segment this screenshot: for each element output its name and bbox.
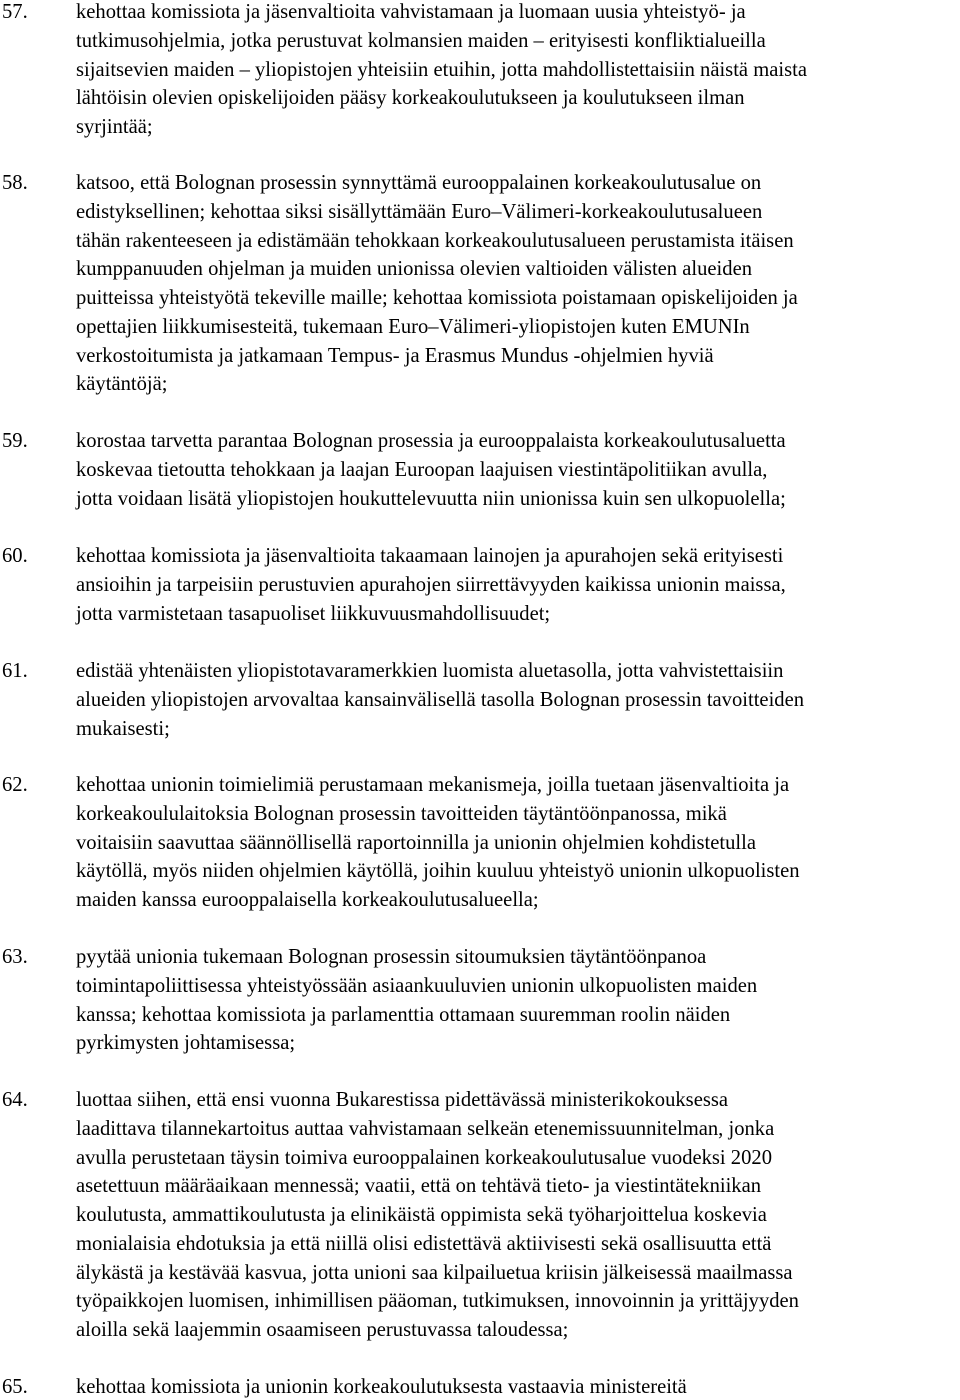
paragraph-number: 57.: [2, 1, 28, 23]
paragraph-number: 61.: [2, 660, 28, 682]
paragraph-number: 60.: [2, 545, 28, 567]
text-line: edistää yhtenäisten yliopistotavaramerkkien luomista aluetasolla, jotta vahvistettaisiin: [76, 660, 784, 682]
text-line: kehottaa komissiota ja jäsenvaltioita vahvistamaan ja luomaan uusia yhteistyö- ja: [76, 1, 746, 23]
text-line: syrjintää;: [76, 116, 153, 138]
paragraph-text: [76, 657, 804, 743]
paragraph-number: 62.: [2, 774, 28, 796]
text-line: jotta voidaan lisätä yliopistojen houkuttelevuutta niin unionissa kuin sen ulkopuolella;: [76, 487, 786, 510]
text-line: monialaisia ehdotuksia ja että niillä olisi edistettävä aktiivisesti sekä osallisuutta että: [76, 1232, 772, 1255]
paragraph-number: 64.: [2, 1089, 28, 1111]
text-line: edistyksellinen; kehottaa siksi sisällyttämään Euro–Välimeri-korkeakoulutusalueen: [76, 200, 763, 223]
text-line: kehottaa unionin toimielimiä perustamaan mekanismeja, joilla tuetaan jäsenvaltioita ja: [76, 774, 790, 796]
text-line: maiden kanssa eurooppalaisella korkeakoulutusalueella;: [76, 889, 539, 911]
paragraph-text: [76, 169, 798, 399]
paragraph-number: 63.: [2, 946, 28, 968]
paragraph-text: [76, 1373, 687, 1400]
text-line: asetettuun määräaikaan mennessä; vaatii, että on tehtävä tieto- ja viestintätekniikan: [76, 1175, 762, 1198]
text-line: avulla perustetaan täysin toimiva eurooppalainen korkeakoulutusalue vuodeksi 2020: [76, 1146, 772, 1169]
paragraph-text: [76, 1086, 799, 1345]
text-line: työpaikkojen luomisen, inhimillisen pääoman, tutkimuksen, innovoinnin ja yrittäjyyden: [76, 1290, 799, 1313]
paragraph-number: 65.: [2, 1376, 28, 1398]
text-line: korostaa tarvetta parantaa Bolognan prosessia ja eurooppalaista korkeakoulutusaluetta: [76, 430, 786, 452]
text-line: laadittava tilannekartoitus auttaa vahvistamaan selkeän etenemissuunnitelman, jonka: [76, 1117, 775, 1140]
text-line: pyytää unionia tukemaan Bolognan prosessin sitoumuksien täytäntöönpanoa: [76, 946, 707, 968]
text-line: kumppanuuden ohjelman ja muiden unionissa olevien valtioiden välisten alueiden: [76, 258, 753, 281]
text-line: toimintapoliittisessa yhteistyössään asiaankuuluvien unionin ulkopuolisten maiden: [76, 974, 758, 997]
text-line: alueiden yliopistojen arvovaltaa kansainvälisellä tasolla Bolognan prosessin tavoitteiden: [76, 688, 805, 711]
text-line: pyrkimysten johtamisessa;: [76, 1032, 296, 1055]
paragraph-text: [76, 771, 800, 915]
text-line: tutkimusohjelmia, jotka perustuvat kolmansien maiden – erityisesti konfliktialueilla: [76, 29, 766, 52]
text-line: katsoo, että Bolognan prosessin synnyttämä eurooppalainen korkeakoulutusalue on: [76, 172, 762, 194]
text-line: käytäntöjä;: [76, 373, 168, 396]
text-line: luottaa siihen, että ensi vuonna Bukarestissa pidettävässä ministerikokouksessa: [76, 1089, 729, 1111]
text-line: älykästä ja kestävää kasvua, jotta unioni saa kilpailuetua kriisin jälkeisessä maailmassa: [76, 1261, 793, 1284]
paragraph-text: [76, 943, 757, 1058]
paragraph-text: [76, 427, 786, 513]
text-line: sijaitsevien maiden – yliopistojen yhteisiin etuihin, jotta mahdollistettaisiin näistä maista: [76, 58, 807, 81]
text-line: ansioihin ja tarpeisiin perustuvien apurahojen siirrettävyyden kaikissa unionin maissa,: [76, 573, 786, 596]
text-line: koulutusta, ammattikoulutusta ja elinikäistä oppimista sekä työharjoittelua koskevia: [76, 1204, 767, 1226]
text-line: lähtöisin olevien opiskelijoiden pääsy korkeakoulutukseen ja koulutukseen ilman: [76, 87, 745, 110]
text-line: kehottaa komissiota ja unionin korkeakoulutuksesta vastaavia ministereitä: [76, 1376, 687, 1398]
text-line: käytöllä, myös niiden ohjelmien käytöllä, joihin kuuluu yhteistyö unionin ulkopuolisten: [76, 860, 800, 883]
text-line: kehottaa komissiota ja jäsenvaltioita takaamaan lainojen ja apurahojen sekä erityisesti: [76, 545, 784, 567]
text-line: puitteissa yhteistyötä tekeville maille; kehottaa komissiota poistamaan opiskelijoiden ja: [76, 287, 798, 309]
text-line: mukaisesti;: [76, 717, 170, 740]
paragraph-text: [76, 0, 807, 142]
text-line: voitaisiin saavuttaa säännöllisellä raportoinnilla ja unionin ohjelmien kohdistetulla: [76, 831, 757, 854]
paragraph-number: 59.: [2, 430, 28, 452]
text-line: aloilla sekä laajemmin osaamiseen perustuvassa taloudessa;: [76, 1319, 569, 1341]
text-line: korkeakoululaitoksia Bolognan prosessin tavoitteiden täytäntöönpanossa, mikä: [76, 802, 727, 825]
text-line: tähän rakenteeseen ja edistämään tehokkaan korkeakoulutusalueen perustamista itäisen: [76, 229, 794, 252]
text-line: kanssa; kehottaa komissiota ja parlamenttia ottamaan suuremman roolin näiden: [76, 1003, 731, 1026]
text-line: verkostoitumista ja jatkamaan Tempus- ja Erasmus Mundus -ohjelmien hyviä: [76, 344, 714, 367]
paragraph-text: [76, 542, 786, 628]
text-line: jotta varmistetaan tasapuoliset liikkuvuusmahdollisuudet;: [76, 602, 551, 625]
text-line: opettajien liikkumisesteitä, tukemaan Euro–Välimeri-yliopistojen kuten EMUNIn: [76, 315, 750, 338]
paragraph-number: 58.: [2, 172, 28, 194]
text-line: koskevaa tietoutta tehokkaan ja laajan Euroopan laajuisen viestintäpolitiikan avulla,: [76, 458, 768, 481]
